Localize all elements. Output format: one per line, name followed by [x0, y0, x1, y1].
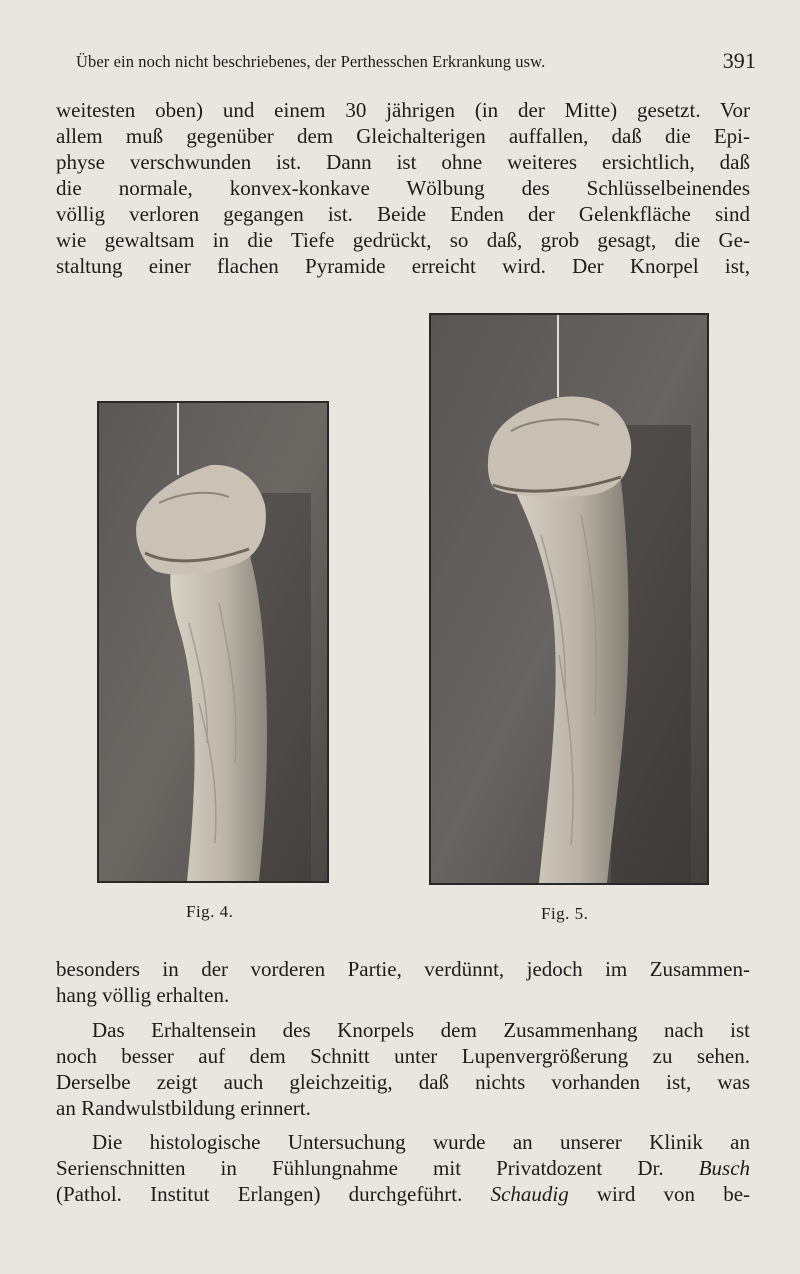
text-line: physe verschwunden ist. Dann ist ohne weiteres ersichtlich, daß [56, 150, 750, 174]
text-span: wird von be- [596, 1182, 750, 1206]
running-head [76, 48, 756, 78]
author-name-busch: Busch [698, 1156, 750, 1180]
text-line: hang völlig erhalten. [56, 983, 230, 1007]
text-line: die normale, konvex-konkave Wölbung des Schlüsselbeinendes [56, 176, 750, 200]
figure-4-photo [97, 401, 329, 883]
text-span: (Pathol. Institut Erlangen) durchgeführt. [56, 1182, 463, 1206]
page-number: 391 [722, 48, 756, 73]
text-line: noch besser auf dem Schnitt unter Lupenvergrößerung zu sehen. [56, 1044, 750, 1068]
author-name-schaudig: Schaudig [490, 1182, 569, 1206]
text-line: völlig verloren gegangen ist. Beide Enden der Gelenkfläche sind [56, 202, 750, 226]
figure-5-caption: Fig. 5. [541, 904, 589, 923]
text-line: besonders in der vorderen Partie, verdünnt, jedoch im Zusammen- [56, 957, 750, 981]
text-line: weitesten oben) und einem 30 jährigen (in der Mitte) gesetzt. Vor [56, 98, 750, 122]
text-line: an Randwulstbildung erinnert. [56, 1096, 311, 1120]
figure-4-caption: Fig. 4. [186, 902, 234, 921]
text-line [56, 1181, 750, 1207]
text-line: Das Erhaltensein des Knorpels dem Zusammenhang nach ist [92, 1018, 750, 1042]
text-span: Serienschnitten in Fühlungnahme mit Privatdozent Dr. [56, 1156, 664, 1180]
text-line: staltung einer flachen Pyramide erreicht wird. Der Knorpel ist, [56, 254, 750, 278]
text-line: wie gewaltsam in die Tiefe gedrückt, so daß, grob gesagt, die Ge- [56, 228, 750, 252]
text-line: Derselbe zeigt auch gleichzeitig, daß nichts vorhanden ist, was [56, 1070, 750, 1094]
text-line: Die histologische Untersuchung wurde an unserer Klinik an [92, 1130, 750, 1154]
text-line [56, 1155, 750, 1181]
text-line: allem muß gegenüber dem Gleichalterigen auffallen, daß die Epi- [56, 124, 750, 148]
running-title: Über ein noch nicht beschriebenes, der Perthesschen Erkrankung usw. [76, 52, 546, 71]
figure-5-photo [429, 313, 709, 885]
